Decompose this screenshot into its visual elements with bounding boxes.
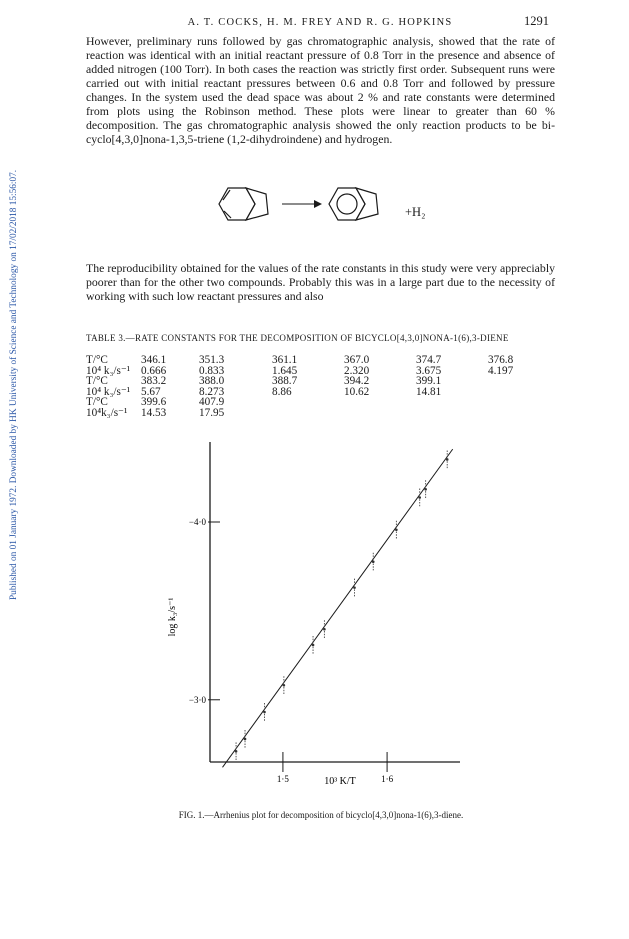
- data-point: [263, 703, 266, 721]
- table-cell: 2.320: [344, 364, 370, 377]
- table-cell: 17.95: [199, 406, 225, 419]
- figure-caption: FIG. 1.—Arrhenius plot for decomposition of bicyclo[4,3,0]nona-1(6),3-diene.: [178, 810, 464, 820]
- y-tick-label: −4·0: [188, 517, 206, 527]
- paragraph-2: The reproducibility obtained for the values of the rate constants in this study were very appreciably poorer than for the other two compounds. Probably this was in a large part due to the necessity of working with such low reactant pressures and also: [86, 261, 555, 303]
- table-cell: 0.833: [199, 364, 225, 377]
- hydrogen-product: +H₂: [405, 205, 426, 219]
- data-point: [395, 521, 398, 539]
- page-number: 1291: [524, 14, 549, 28]
- table-cell: [272, 397, 344, 408]
- row-label: 10⁴ k₃/s⁻¹: [86, 385, 131, 398]
- table-cell: 367.0: [344, 354, 370, 366]
- table-cell: 14.81: [416, 385, 442, 398]
- row-label: T/°C: [86, 396, 108, 409]
- data-point: [312, 636, 315, 654]
- x-tick-label: 1·6: [381, 774, 394, 784]
- table-cell: [416, 408, 488, 419]
- rate-constants-table: [86, 355, 534, 419]
- table-cell: [272, 408, 344, 419]
- reaction-scheme: [210, 180, 400, 228]
- row-label: T/°C: [86, 375, 108, 388]
- table-cell: 351.3: [199, 354, 225, 366]
- data-point: [244, 730, 247, 748]
- data-point: [323, 620, 326, 638]
- table-cell: 407.9: [199, 396, 225, 409]
- data-point: [372, 553, 375, 571]
- fit-line: [223, 449, 453, 767]
- data-point: [235, 742, 238, 760]
- x-tick-label: 1·5: [276, 774, 289, 784]
- row-label: 10⁴k₃/s⁻¹: [86, 406, 128, 419]
- table-cell: 399.6: [141, 396, 167, 409]
- table-row: [86, 408, 534, 419]
- table-cell: [344, 397, 416, 408]
- data-point: [446, 450, 449, 468]
- table-cell: 388.0: [199, 375, 225, 388]
- product-structure: [329, 188, 378, 220]
- y-axis-label: log k₃/s⁻¹: [167, 597, 178, 637]
- reaction-arrow: [282, 200, 322, 208]
- data-point: [353, 579, 356, 597]
- table-cell: 3.675: [416, 364, 442, 377]
- table-cell: 374.7: [416, 354, 442, 366]
- table-cell: [344, 408, 416, 419]
- download-watermark: [2, 40, 19, 600]
- arrhenius-plot: [150, 432, 490, 787]
- table-cell: 394.2: [344, 375, 370, 388]
- table-cell: 14.53: [141, 406, 167, 419]
- table-cell: 8.86: [272, 385, 292, 398]
- table-cell: 388.7: [272, 375, 298, 388]
- row-label: T/°C: [86, 354, 108, 366]
- reactant-structure: [219, 188, 268, 220]
- y-tick-label: −3·0: [188, 694, 206, 705]
- row-label: 10⁴ k₃/s⁻¹: [86, 364, 131, 377]
- table-cell: [416, 397, 488, 408]
- table-cell: [488, 376, 534, 387]
- table-cell: 4.197: [488, 364, 514, 377]
- table-cell: 346.1: [141, 354, 167, 366]
- table-cell: 0.666: [141, 364, 167, 377]
- table-caption: TABLE 3.—RATE CONSTANTS FOR THE DECOMPOSITION OF BICYCLO[4,3,0]NONA-1(6),3-DIENE: [86, 333, 509, 343]
- table-cell: [488, 397, 534, 408]
- table-cell: 361.1: [272, 354, 298, 366]
- table-cell: 376.8: [488, 354, 514, 366]
- table-cell: 10.62: [344, 385, 370, 398]
- table-cell: 1.645: [272, 364, 298, 377]
- paragraph-1: However, preliminary runs followed by gas chromatographic analysis, showed that the rate of reaction was identical with an initial reactant pressure of 0.8 Torr in the presence and absence of added nitrogen (100 Torr). In both cases the reaction was strictly first order. Subsequent runs were carried out with initial reactant pressures between 0.6 and 0.8 Torr and followed by pressure changes. In the system used the dead space was about 2 % and rate constants were determined from plots using the Robinson method. These plots were linear to greater than 60 % decomposition. The gas chromatographic analysis showed the only reaction products to be bi-cyclo[4,3,0]nona-1,3,5-triene (1,2-dihydroindene) and hydrogen.: [86, 34, 555, 146]
- data-point: [424, 480, 427, 498]
- download-notice: Published on 01 January 1972. Downloaded by HK University of Science and Technology on 17/02/2018 15:56:07.: [9, 169, 19, 600]
- x-axis-label: 10³ K/T: [324, 776, 356, 787]
- table-cell: [488, 408, 534, 419]
- table-cell: 383.2: [141, 375, 167, 388]
- data-point: [418, 488, 421, 506]
- table-cell: 399.1: [416, 375, 442, 388]
- data-point: [283, 676, 286, 694]
- running-head-authors: A. T. COCKS, H. M. FREY AND R. G. HOPKINS: [187, 17, 453, 28]
- table-cell: 8.273: [199, 385, 225, 398]
- table-cell: [488, 387, 534, 398]
- table-row: [86, 355, 534, 366]
- table-cell: 5.67: [141, 385, 161, 398]
